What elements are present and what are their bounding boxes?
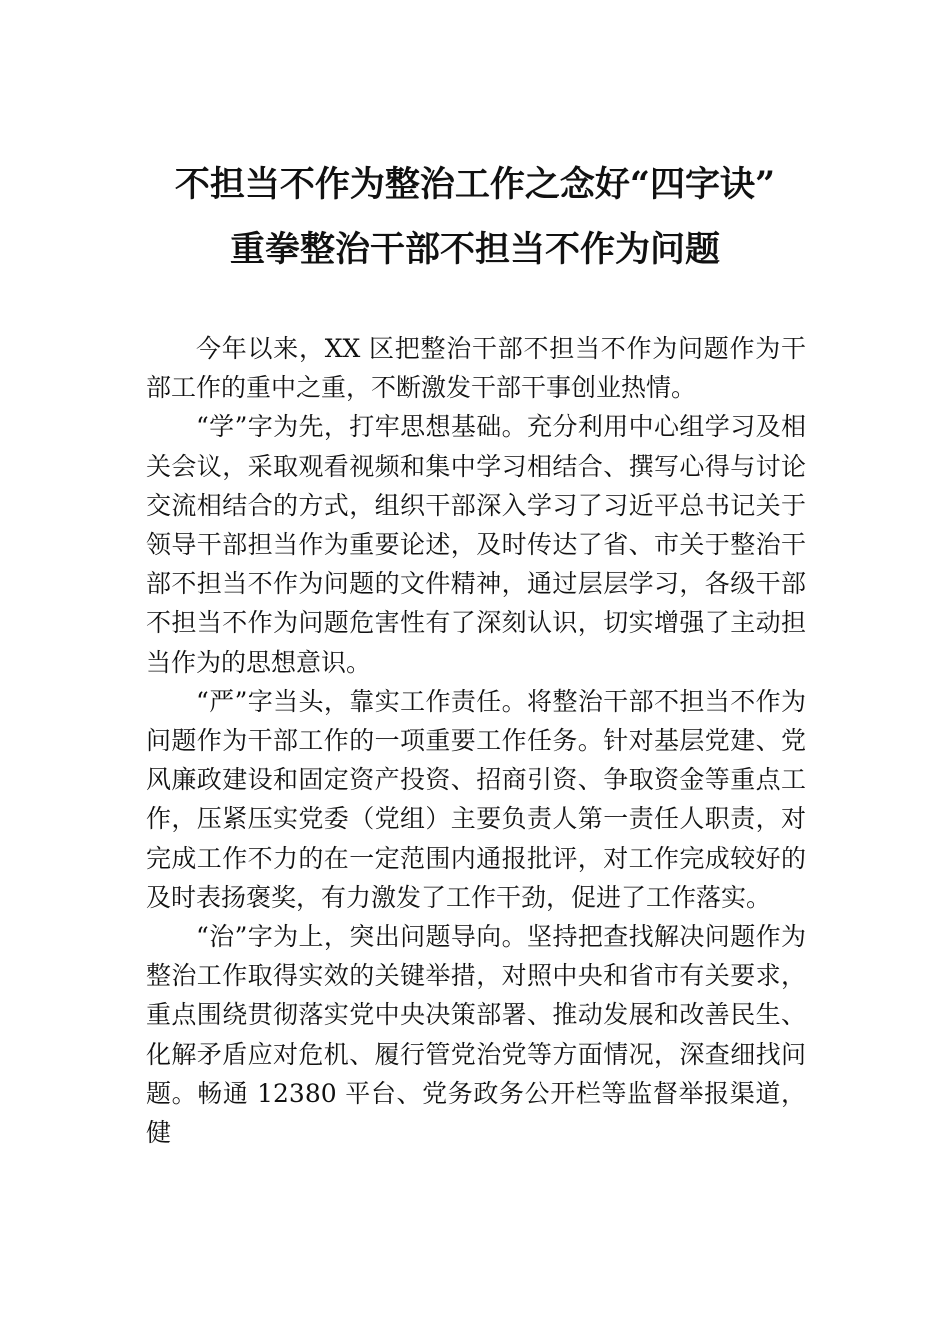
paragraph-govern: “治”字为上，突出问题导向。坚持把查找解决问题作为整治工作取得实效的关键举措，对照中央和省市有关要求，重点围绕贯彻落实党中央决策部署、推动发展和改善民生、化解矛盾应对危机、履行管党治党等方面情况，深查细找问题。畅通 12380 平台、党务政务公开栏等监督举报渠道，健: [146, 922, 806, 1148]
document-title-line-2: 重拳整治干部不担当不作为问题: [229, 229, 720, 270]
paragraph-intro: 今年以来，XX 区把整治干部不担当不作为问题作为干部工作的重中之重，不断激发干部干事创业热情。: [146, 334, 806, 403]
document-body: [146, 329, 806, 1152]
document-title-line-1: 不担当不作为整治工作之念好“四字诀”: [174, 164, 776, 205]
paragraph-study: “学”字为先，打牢思想基础。充分利用中心组学习及相关会议，采取观看视频和集中学习相结合、撰写心得与讨论交流相结合的方式，组织干部深入学习了习近平总书记关于领导干部担当作为重要论述，及时传达了省、市关于整治干部不担当不作为问题的文件精神，通过层层学习，各级干部不担当不作为问题危害性有了深刻认识，切实增强了主动担当作为的思想意识。: [146, 412, 806, 677]
paragraph-strict: “严”字当头，靠实工作责任。将整治干部不担当不作为问题作为干部工作的一项重要工作任务。针对基层党建、党风廉政建设和固定资产投资、招商引资、争取资金等重点工作，压紧压实党委（党组）主要负责人第一责任人职责，对完成工作不力的在一定范围内通报批评，对工作完成较好的及时表扬褒奖，有力激发了工作干劲，促进了工作落实。: [146, 686, 806, 912]
